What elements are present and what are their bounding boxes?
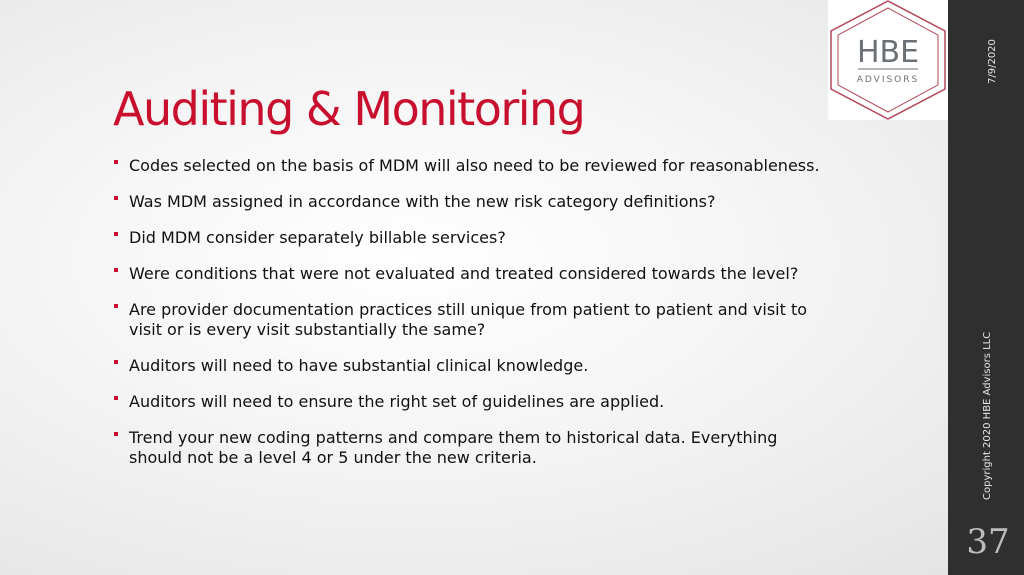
bullet-marker-icon: [114, 268, 118, 272]
bullet-text: Did MDM consider separately billable services?: [129, 228, 506, 247]
bullet-text: Were conditions that were not evaluated and treated considered towards the level?: [129, 264, 799, 283]
bullet-text: Are provider documentation practices still unique from patient to patient and visit to visit or is every visit substantially the same?: [129, 300, 808, 339]
logo-name: HBE: [856, 35, 920, 70]
bullet-marker-icon: [114, 196, 118, 200]
bullet-marker-icon: [114, 396, 118, 400]
bullet-text: Auditors will need to ensure the right set of guidelines are applied.: [129, 392, 665, 411]
slide-number: 37: [966, 522, 1010, 562]
slide-date: 7/9/2020: [987, 39, 998, 84]
logo-subtitle: ADVISORS: [856, 75, 920, 85]
slide-title: Auditing & Monitoring: [113, 82, 585, 136]
bullet-item: [113, 428, 823, 468]
bullet-list: [113, 156, 823, 484]
bullet-marker-icon: [114, 360, 118, 364]
copyright-footer: Copyright 2020 HBE Advisors LLC: [982, 331, 993, 500]
bullet-item: [113, 156, 823, 176]
bullet-text: Codes selected on the basis of MDM will also need to be reviewed for reasonableness.: [129, 156, 820, 175]
bullet-item: [113, 356, 823, 376]
bullet-marker-icon: [114, 232, 118, 236]
bullet-marker-icon: [114, 304, 118, 308]
bullet-text: Trend your new coding patterns and compare them to historical data. Everything should not be a level 4 or 5 under the new criteria.: [129, 428, 778, 467]
bullet-marker-icon: [114, 432, 118, 436]
logo: [828, 0, 948, 120]
bullet-item: [113, 192, 823, 212]
bullet-item: [113, 228, 823, 248]
bullet-item: [113, 392, 823, 412]
bullet-text: Auditors will need to have substantial clinical knowledge.: [129, 356, 589, 375]
bullet-item: [113, 264, 823, 284]
bullet-item: [113, 300, 823, 340]
hexagon-logo-icon: [828, 0, 948, 120]
bullet-marker-icon: [114, 160, 118, 164]
bullet-text: Was MDM assigned in accordance with the new risk category definitions?: [129, 192, 716, 211]
